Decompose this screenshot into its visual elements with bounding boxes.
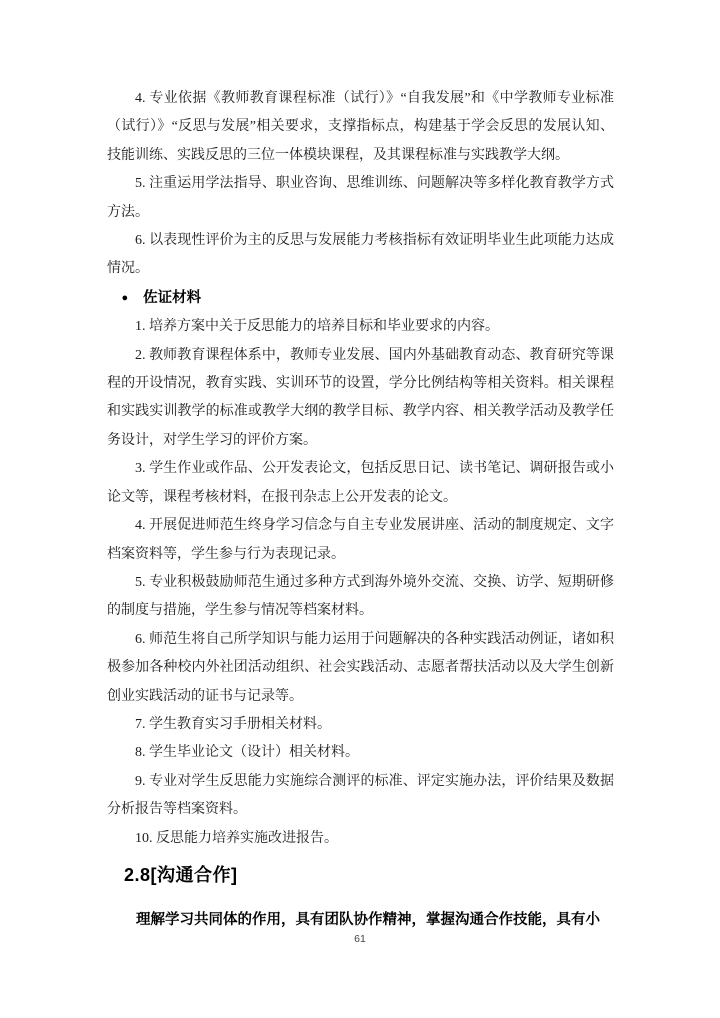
paragraph-measure-5: 5. 注重运用学法指导、职业咨询、思维训练、问题解决等多样化教育教学方式方法。 xyxy=(107,176,614,220)
evidence-item-2: 2. 教师教育课程体系中，教师专业发展、国内外基础教育动态、教育研究等课程的开设情况，教育实践、实训环节的设置，学分比例结构等相关资料。相关课程和实践实训教学的标准或教学大纲的教学目标、教学内容、相关教学活动及教学任务设计，对学生学习的评价方案。 xyxy=(107,347,614,448)
evidence-section-heading xyxy=(107,284,614,313)
page-number: 61 xyxy=(354,933,366,945)
lead-paragraph: 理解学习共同体的作用，具有团队协作精神，掌握沟通合作技能，具有小 xyxy=(136,911,600,928)
evidence-item-1: 1. 培养方案中关于反思能力的培养目标和毕业要求的内容。 xyxy=(135,319,499,335)
section-heading-communication-cooperation: 2.8[沟通合作] xyxy=(124,864,238,885)
document-content xyxy=(107,85,614,934)
evidence-item-8: 8. 学生毕业论文（设计）相关材料。 xyxy=(135,745,359,761)
evidence-item-6: 6. 师范生将自己所学知识与能力运用于问题解决的各种实践活动例证，诸如积极参加各种校内外社团活动组织、社会实践活动、志愿者帮扶活动以及大学生创新创业实践活动的证书与记录等。 xyxy=(107,631,614,704)
paragraph-measure-6: 6. 以表现性评价为主的反思与发展能力考核指标有效证明毕业生此项能力达成情况。 xyxy=(107,233,614,277)
evidence-item-9: 9. 专业对学生反思能力实施综合测评的标准、评定实施办法，评价结果及数据分析报告等档案资料。 xyxy=(107,773,614,818)
evidence-item-5: 5. 专业积极鼓励师范生通过多种方式到海外境外交流、交换、访学、短期研修的制度与措施，学生参与情况等档案材料。 xyxy=(107,574,614,619)
evidence-item-4: 4. 开展促进师范生终身学习信念与自主专业发展讲座、活动的制度规定、文字档案资料等，学生参与行为表现记录。 xyxy=(107,518,614,562)
evidence-item-3: 3. 学生作业或作品、公开发表论文，包括反思日记、读书笔记、调研报告或小论文等，课程考核材料，在报刊杂志上公开发表的论文。 xyxy=(107,461,614,505)
evidence-section-title: 佐证材料 xyxy=(143,289,202,306)
evidence-item-10: 10. 反思能力培养实施改进报告。 xyxy=(135,830,338,846)
evidence-item-7: 7. 学生教育实习手册相关材料。 xyxy=(135,716,331,732)
paragraph-measure-4: 4. 专业依据《教师教育课程标准（试行）》“自我发展”和《中学教师专业标准（试行）》“反思与发展”相关要求，支撑指标点，构建基于学会反思的发展认知、技能训练、实践反思的三位一体模块课程，及其课程标准与实践教学大纲。 xyxy=(107,91,614,163)
bullet-icon: ● xyxy=(121,291,129,304)
